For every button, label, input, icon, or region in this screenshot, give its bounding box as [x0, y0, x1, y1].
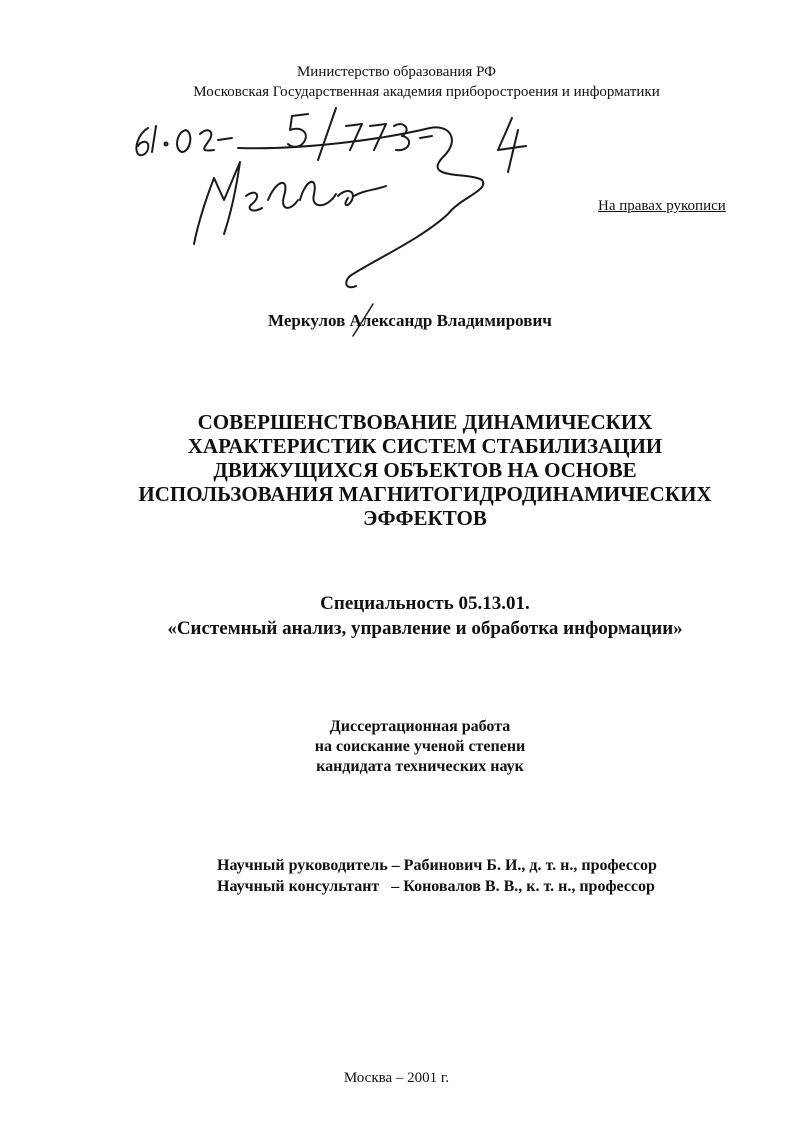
title-line: ИСПОЛЬЗОВАНИЯ МАГНИТОГИДРОДИНАМИЧЕСКИХ	[138, 482, 712, 506]
specialty-name: «Системный анализ, управление и обработка информации»	[167, 618, 683, 639]
academy-name: Московская Государственная академия приборостроения и информатики	[193, 84, 660, 100]
degree-block	[270, 717, 570, 777]
specialty-block	[90, 591, 760, 641]
dissertation-title	[120, 410, 730, 530]
title-line: СОВЕРШЕНСТВОВАНИЕ ДИНАМИЧЕСКИХ	[197, 410, 653, 434]
archive-number-handwriting	[136, 108, 526, 172]
degree-line: на соискание ученой степени	[314, 738, 526, 755]
supervisor-line: Научный руководитель – Рабинович Б. И., д. т. н., профессор	[217, 857, 657, 874]
manuscript-rights-note: На правах рукописи	[598, 198, 726, 214]
consultant-line: Научный консультант – Коновалов В. В., к. т. н., профессор	[217, 878, 655, 895]
degree-line: Диссертационная работа	[329, 718, 511, 735]
degree-line: кандидата технических наук	[316, 758, 524, 775]
title-line: ХАРАКТЕРИСТИК СИСТЕМ СТАБИЛИЗАЦИИ	[187, 434, 663, 458]
advisors-block	[217, 855, 657, 897]
title-line: ДВИЖУЩИХСЯ ОБЪЕКТОВ НА ОСНОВЕ	[213, 458, 637, 482]
specialty-code: Специальность 05.13.01.	[320, 593, 530, 614]
signature-icon	[194, 127, 483, 287]
city-year: Москва – 2001 г.	[343, 1070, 450, 1086]
title-line: ЭФФЕКТОВ	[363, 506, 487, 530]
author-name: Меркулов Александр Владимирович	[268, 311, 552, 330]
ministry-name: Министерство образования РФ	[296, 64, 497, 80]
